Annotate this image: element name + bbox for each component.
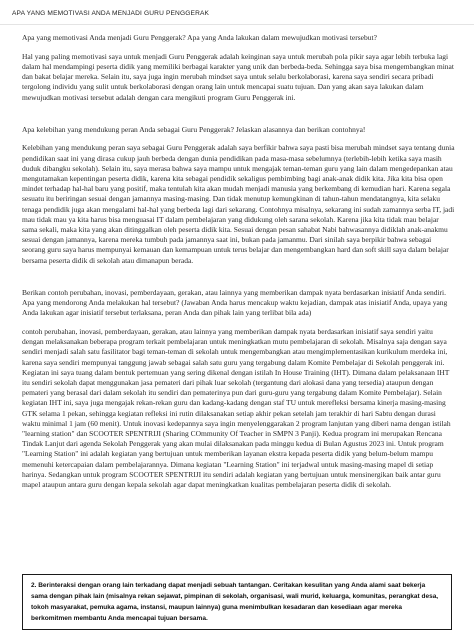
question-paragraph-1: Apa yang memotivasi Anda menjadi Guru Penggerak? Apa yang Anda lakukan dalam mewujudkan motivasi tersebut? — [22, 33, 377, 42]
next-question-text: 2. Berinteraksi dengan orang lain terkadang dapat menjadi sebuah tantangan. Ceritakan kesulitan yang Anda alami saat bekerja sama dengan pihak lain (misalnya rekan sejawat, pimpinan di sekolah, organisasi, wali murid, keluarga, komunitas, perangkat desa, tokoh masyarakat, pemuka agama, instansi, maupun lainnya) guna menimbulkan kesadaran dan kesediaan agar mereka berkomitmen membantu Anda mencapai tujuan bersama. — [31, 582, 439, 622]
document-body — [22, 33, 456, 499]
document-title: APA YANG MEMOTIVASI ANDA MENJADI GURU PENGGERAK — [12, 10, 210, 17]
answer-paragraph-1: Hal yang paling memotivasi saya untuk menjadi Guru Penggerak adalah keinginan saya untuk merubah pola pikir saya agar lebih terbuka lagi dalam hal mendampingi peserta didik yang memiliki berbagai karakter yang unik dan berbeda-beda. Sehingga saya bisa mengembangkan minat dan bakat belajar mereka. Selain itu, saya juga ingin merubah mindset saya untuk selalu berkolaborasi, karena saya sendiri secara pribadi tergolong individu yang sulit untuk berkolaborasi dengan orang lain untuk mencapai suatu tujuan. Dan yang akan saya lakukan dalam mewujudkan motivasi tersebut adalah dengan cara mengikuti program Guru Penggerak ini. — [22, 51, 454, 102]
document-header — [0, 0, 474, 25]
next-question-box — [22, 574, 452, 630]
answer-paragraph-2: Kelebihan yang mendukung peran saya sebagai Guru Penggerak adalah saya berfikir bahwa saya pasti bisa merubah mindset saya tentang dunia pendidikan saat ini yang dirasa cukup jauh berbeda dengan dunia pendidikan pada masa-masa sebelumnya (terlebih-lebih ketika saya masih duduk dibangku sekolah). Selain itu, saya merasa bahwa saya mampu untuk mengajak teman-teman guru yang lain dalam mengedepankan atau mengutamakan kepentingan peserta didik, karena kita sebagai pendidik sekaligus pembimbing bagi anak-anak didik kita. Jika kita bisa open mindet terhadap hal-hal baru yang positif, maka tentulah kita akan mudah menjadi manusia yang berkembang di kemudian hari. Karena segala sesuatu itu beriringan sesuai dengan jamannya masing-masing. Dan tidak menutup kemungkinan di tahun-tahun mendatangnya, kita selaku tenaga pendidik juga akan mengalami hal-hal yang berbeda lagi dari sekarang. Contohnya misalnya, sekarang ini sudah zamannya serba IT, jadi mau tidak mau ya kita harus bisa menguasai IT dalam pembelajaran yang didukung oleh sarana sekolah. Karena jika kita tidak mau belajar sama sekali, maka kita yang akan ditinggalkan oleh peserta didik kita. Sesuai dengan pesan sahabat Nabi bahwasannya didiklah anak-anakmu sesuai dengan jamannya, karena mereka tumbuh pada jamannya saat ini, bukan pada jamanmu. Dari sinilah saya berpikir bahwa sebagai seorang guru saya harus mempunyai kemauan dan kemampuan untuk terus belajar dan mengembangkan hard dan soft skill saya dalam belajar bersama peserta didik di sekolah atau dimanapun berada. — [22, 143, 455, 265]
answer-paragraph-3: contoh perubahan, inovasi, pemberdayaan, gerakan, atau lainnya yang memberikan dampak nyata berdasarkan inisiatif saya sendiri yaitu dengan melaksanakan beberapa program terkait pembelajaran untuk meningkatkan mutu pembelajaran di sekolah. Misalnya saja dengan saya sendiri menjadi salah satu fasilitator bagi teman-teman di sekolah untuk mengembangkan atau mengimplementasikan kurikulum merdeka ini, karena saya sendiri mempunyai tanggung jawab sebagai salah satu guru yang tergabung dalam Komite Pembelajar di Sekolah penggerak ini. Kegiatan ini saya tuang dalam bentuk pertemuan yang sering dikenal dengan istilah In House Training (IHT). Dimana dalam pelaksanaan IHT itu sendiri sekolah dapat menggunakan jasa pemateri dari pihak luar sekolah (tergantung dari alokasi dana yang tersedia) ataupun dengan pemateri yang berasal dari dalam sekolah itu sendiri dan pematerinya pun dari guru-guru yang tergabung dalam Komite Pembelajar). Selain kegiatan IHT ini, saya juga mengajak rekan-rekan guru dan kadang-kadang dengan staf TU untuk merefleksi bersama kinerja masing-masing GTK selama 1 pekan, sehingga kegiatan refleksi ini rutin dilaksanakan setiap akhir pekan setelah jam terakhir di hari Sabtu dengan durasi waktu minimal 1 jam (60 menit). Untuk inovasi kedepannya saya ingin menyelenggarakan 2 program lanjutan yang diberi nama dengan istilah "learning station" dan SCOOTER SPENTRIJI (Sharing COmmunity Of Teacher in SMPN 3 Panji). Kedua program ini merupakan Rencana Tindak Lanjut dari agenda Sekolah Penggerak yang akan mulai dilaksanakan pada minggu kedua di Bulan Agustus 2023 ini. Untuk program "Learning Station" ini adalah kegiatan yang bertujuan untuk memberikan layanan ekstra kepada peserta didik yang belum-belum mampu memenuhi ketercapaian dalam pembelajarannya. Dimana kegiatan "Learning Station" ini terjadwal untuk masing-masing mapel di setiap harinya. Sedangkan untuk program SCOOTER SPENTRIJI itu sendiri adalah kegiatan yang bertujuan untuk mensinergikan baik antar guru mapel ataupun antara guru dengan kepala sekolah agar dapat meningkatkan kualitas pembelajaran peserta didik di sekolah. — [22, 326, 451, 490]
question-paragraph-2: Apa kelebihan yang mendukung peran Anda sebagai Guru Penggerak? Jelaskan alasannya dan berikan contohnya! — [22, 124, 366, 134]
question-paragraph-3: Berikan contoh perubahan, inovasi, pemberdayaan, gerakan, atau lainnya yang memberikan dampak nyata berdasarkan inisiatif Anda sendiri. Apa yang mendorong Anda melakukan hal tersebut? (Jawaban Anda harus mencakup waktu kejadian, dampak atas inisiatif Anda, upaya yang Anda lakukan agar inisiatif tersebut terlaksana, peran Anda dan pihak lain yang terlibat bila ada) — [22, 287, 448, 318]
